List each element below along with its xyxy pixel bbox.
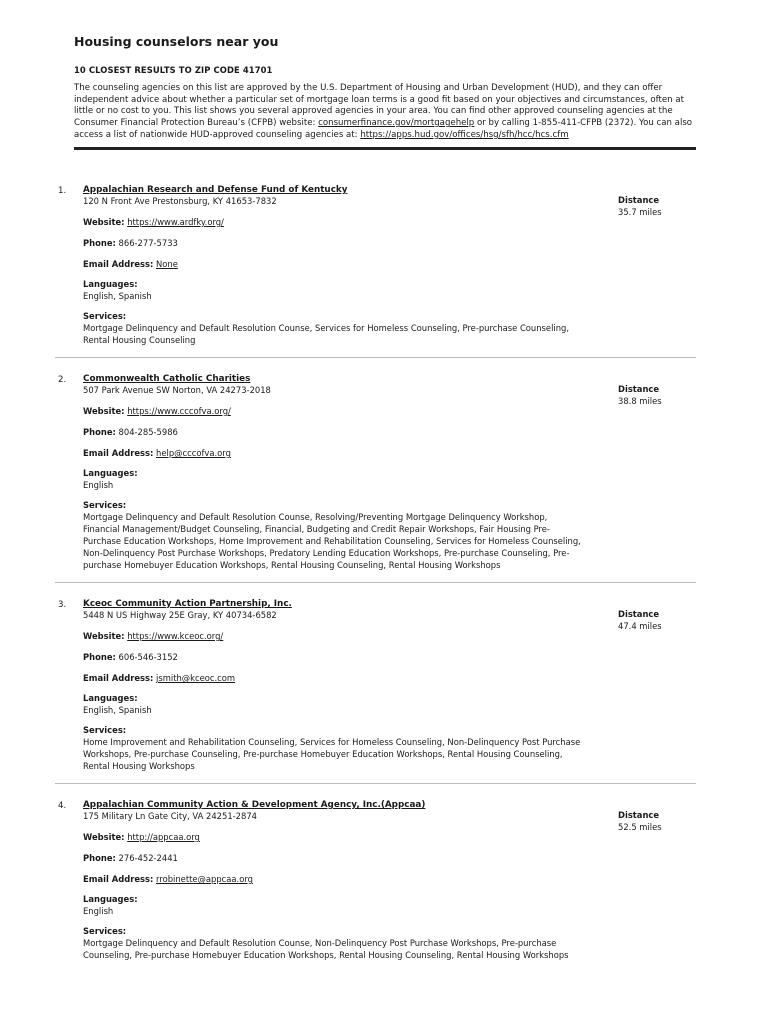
result-number: 4. (58, 801, 67, 811)
result-divider (55, 357, 696, 358)
email-label: Email Address: (83, 673, 154, 683)
distance-block (618, 608, 662, 632)
phone-row (83, 852, 696, 864)
website-link[interactable]: http://appcaa.org (127, 832, 200, 842)
website-label: Website: (83, 217, 125, 227)
services-block (83, 724, 583, 772)
languages-block (83, 467, 696, 491)
email-label: Email Address: (83, 874, 154, 884)
languages-value: English (83, 480, 114, 490)
list-item (55, 185, 696, 346)
website-row (83, 405, 696, 417)
services-block (83, 310, 583, 346)
services-label: Services: (83, 311, 127, 321)
results-subtitle: 10 CLOSEST RESULTS TO ZIP CODE 41701 (74, 65, 273, 75)
services-value: Mortgage Delinquency and Default Resolution Counse, Resolving/Preventing Mortgage Delinquency Workshop, Financial Management/Budget Counseling, Financial, Budgeting and Credit Repair Workshops, Fair Housing Pre-Purchase Education Workshops, Home Improvement and Rehabilitation Counseling, Services for Homeless Counseling, Non-Delinquency Post Purchase Workshops, Predatory Lending Education Workshops, Pre-purchase Counseling, Pre-purchase Homebuyer Education Workshops, Rental Housing Counseling, Rental Housing Workshops (83, 512, 581, 570)
agency-address: 120 N Front Ave Prestonsburg, KY 41653-7832 (83, 196, 277, 206)
header-section (74, 34, 696, 150)
result-number: 2. (58, 375, 67, 385)
agency-name-link[interactable]: Appalachian Community Action & Development Agency, Inc.(Appcaa) (83, 800, 426, 810)
results-list (55, 185, 696, 961)
result-divider (55, 783, 696, 784)
header-divider (74, 147, 696, 150)
phone-value: 866-277-5733 (118, 238, 178, 248)
services-block (83, 925, 583, 961)
phone-row (83, 237, 696, 249)
distance-value: 35.7 miles (618, 207, 662, 217)
email-label: Email Address: (83, 448, 154, 458)
phone-label: Phone: (83, 652, 116, 662)
distance-value: 47.4 miles (618, 621, 662, 631)
email-row (83, 258, 696, 270)
website-label: Website: (83, 406, 125, 416)
email-link[interactable]: help@cccofva.org (156, 448, 231, 458)
list-item (55, 374, 696, 571)
intro-text: The counseling agencies on this list are approved by the U.S. Department of Housing and Urban Development (HUD), and they can offer independent advice about whether a particular set of mortgage loan terms is a good fit based on your objectives and circumstances, often at little or no cost to you. This list shows you several approved agencies in your area. You can find other approved counseling agencies at the Consumer Financial Protection Bureau’s (CFPB) website: (74, 83, 684, 129)
website-link[interactable]: https://www.kceoc.org/ (127, 631, 224, 641)
services-label: Services: (83, 926, 127, 936)
agency-address: 175 Military Ln Gate City, VA 24251-2874 (83, 811, 257, 821)
phone-value: 804-285-5986 (118, 427, 178, 437)
services-label: Services: (83, 500, 127, 510)
languages-block (83, 278, 696, 302)
phone-label: Phone: (83, 427, 116, 437)
services-value: Mortgage Delinquency and Default Resolution Counse, Services for Homeless Counseling, Pre-purchase Counseling, Rental Housing Counseling (83, 323, 570, 345)
languages-block (83, 893, 696, 917)
languages-value: English, Spanish (83, 291, 152, 301)
hud-link[interactable]: https://apps.hud.gov/offices/hsg/sfh/hcc/hcs.cfm (360, 129, 569, 140)
agency-name-link[interactable]: Commonwealth Catholic Charities (83, 374, 251, 384)
email-link[interactable]: rrobinette@appcaa.org (156, 874, 253, 884)
website-row (83, 630, 696, 642)
website-row (83, 216, 696, 228)
agency-name-link[interactable]: Appalachian Research and Defense Fund of Kentucky (83, 185, 348, 195)
phone-label: Phone: (83, 853, 116, 863)
cfpb-link[interactable]: consumerfinance.gov/mortgagehelp (318, 118, 475, 129)
services-value: Home Improvement and Rehabilitation Counseling, Services for Homeless Counseling, Non-Delinquency Post Purchase Workshops, Pre-purchase Counseling, Pre-purchase Homebuyer Education Workshops, Rental Housing Counseling, Rental Housing Workshops (83, 737, 581, 771)
services-value: Mortgage Delinquency and Default Resolution Counse, Non-Delinquency Post Purchase Workshops, Pre-purchase Counseling, Pre-purchase Homebuyer Education Workshops, Rental Housing Counseling, Rental Housing Workshops (83, 938, 569, 960)
agency-name-link[interactable]: Kceoc Community Action Partnership, Inc. (83, 599, 292, 609)
languages-value: English, Spanish (83, 705, 152, 715)
services-label: Services: (83, 725, 127, 735)
languages-value: English (83, 906, 114, 916)
phone-row (83, 426, 696, 438)
phone-row (83, 651, 696, 663)
agency-address: 5448 N US Highway 25E Gray, KY 40734-6582 (83, 610, 277, 620)
result-number: 1. (58, 186, 67, 196)
languages-label: Languages: (83, 279, 138, 289)
page-title: Housing counselors near you (74, 34, 279, 49)
result-divider (55, 582, 696, 583)
website-label: Website: (83, 631, 125, 641)
email-row (83, 447, 696, 459)
intro-paragraph (74, 83, 696, 142)
email-link[interactable]: jsmith@kceoc.com (156, 673, 236, 683)
distance-block (618, 809, 662, 833)
agency-address: 507 Park Avenue SW Norton, VA 24273-2018 (83, 385, 271, 395)
distance-label: Distance (618, 384, 660, 394)
website-row (83, 831, 696, 843)
email-label: Email Address: (83, 259, 154, 269)
website-link[interactable]: https://www.ardfky.org/ (127, 217, 224, 227)
email-link[interactable]: None (156, 259, 178, 269)
result-number: 3. (58, 600, 67, 610)
website-link[interactable]: https://www.cccofva.org/ (127, 406, 231, 416)
email-row (83, 672, 696, 684)
languages-label: Languages: (83, 693, 138, 703)
phone-value: 606-546-3152 (118, 652, 178, 662)
distance-label: Distance (618, 195, 660, 205)
list-item (55, 800, 696, 961)
email-row (83, 873, 696, 885)
website-label: Website: (83, 832, 125, 842)
distance-block (618, 383, 662, 407)
distance-label: Distance (618, 810, 660, 820)
languages-label: Languages: (83, 468, 138, 478)
services-block (83, 499, 583, 571)
languages-label: Languages: (83, 894, 138, 904)
distance-value: 38.8 miles (618, 396, 662, 406)
phone-value: 276-452-2441 (118, 853, 178, 863)
distance-label: Distance (618, 609, 660, 619)
list-item (55, 599, 696, 772)
phone-label: Phone: (83, 238, 116, 248)
languages-block (83, 692, 696, 716)
intro-text-2: or by calling 1-855-411-CFPB (2372). You can also access a list of nationwide HUD-approved counseling agencies at: (74, 118, 693, 140)
distance-value: 52.5 miles (618, 822, 662, 832)
distance-block (618, 194, 662, 218)
